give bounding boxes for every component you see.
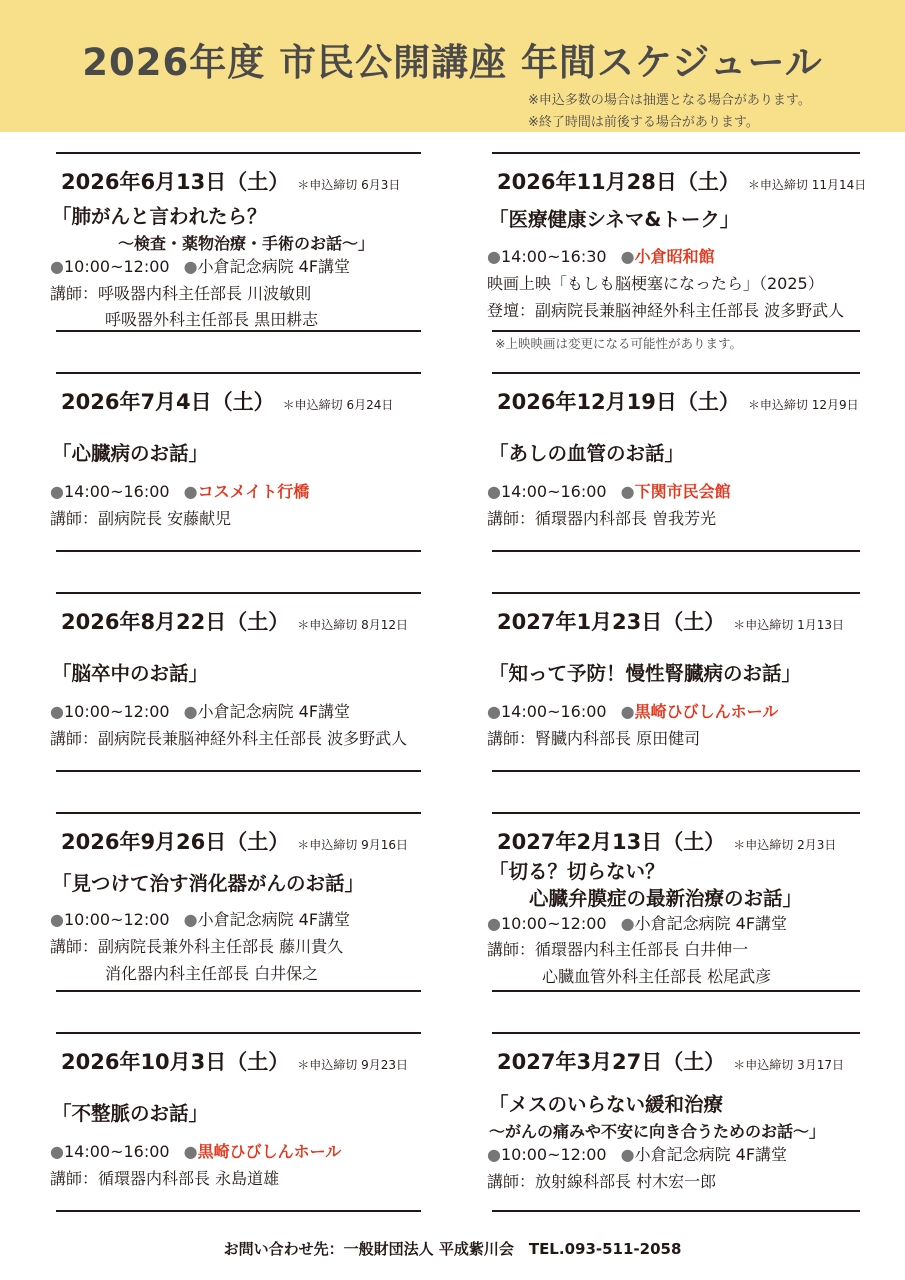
lecture-time: 14:00~16:00 xyxy=(500,482,607,501)
lecture-venue: 黒崎ひびしんホール xyxy=(634,702,779,721)
end-time-note: ※終了時間は前後する場合があります。 xyxy=(528,115,759,130)
lecture-time: 10:00~12:00 xyxy=(63,257,170,276)
lecture-venue: 黒崎ひびしんホール xyxy=(197,1142,342,1161)
lecture-card-8 xyxy=(487,592,867,772)
deadline: ＊申込締切 3月17日 xyxy=(733,1058,845,1072)
lecturer-line: 講師：放射線科部長 村木宏一郎 xyxy=(487,1172,717,1191)
lecture-title: 「心臓病のお話」 xyxy=(52,442,209,465)
divider xyxy=(492,1032,860,1034)
deadline: ＊申込締切 12月9日 xyxy=(747,398,859,412)
time-venue: ●14:00~16:00 ●コスメイト行橋 xyxy=(50,482,310,501)
lecture-time: 14:00~16:00 xyxy=(63,482,170,501)
time-venue: ●10:00~12:00 ●小倉記念病院 4F講堂 xyxy=(50,257,351,276)
lecture-date: 2026年6月13日（土） ＊申込締切 6月3日 xyxy=(61,170,401,194)
divider xyxy=(56,550,421,552)
lecture-title: 「肺がんと言われたら？ xyxy=(52,205,267,228)
divider xyxy=(492,330,860,332)
divider xyxy=(56,812,421,814)
lecture-date: 2026年9月26日（土） ＊申込締切 9月16日 xyxy=(61,830,409,854)
lecture-date: 2027年3月27日（土） ＊申込締切 3月17日 xyxy=(497,1050,845,1074)
time-venue: ●14:00~16:30 ●小倉昭和館 xyxy=(487,247,715,266)
lecture-title: 「脳卒中のお話」 xyxy=(52,662,209,685)
lecturer-line: 講師：循環器内科主任部長 白井伸一 xyxy=(487,940,749,959)
lecturer-line: 講師：副病院長兼脳神経外科主任部長 波多野武人 xyxy=(50,729,408,748)
deadline: ＊申込締切 6月24日 xyxy=(282,398,394,412)
lecture-subtitle: 〜検査・薬物治療・手術のお話〜」 xyxy=(118,234,375,253)
lecture-time: 14:00~16:00 xyxy=(500,702,607,721)
divider xyxy=(56,1210,421,1212)
divider xyxy=(56,770,421,772)
divider xyxy=(56,372,421,374)
deadline: ＊申込締切 8月12日 xyxy=(297,618,409,632)
lecture-card-5 xyxy=(50,1032,430,1212)
lecture-venue: 下関市民会館 xyxy=(634,482,731,501)
lecture-card-7 xyxy=(487,372,867,552)
lecture-date: 2027年2月13日（土） ＊申込締切 2月3日 xyxy=(497,830,837,854)
lecturer-line: 呼吸器外科主任部長 黒田耕志 xyxy=(105,310,319,329)
lecturer-line: 講師：循環器内科部長 曽我芳光 xyxy=(487,509,717,528)
deadline: ＊申込締切 11月14日 xyxy=(747,178,867,192)
movie-change-note: ※上映映画は変更になる可能性があります。 xyxy=(495,336,742,351)
lecture-venue: コスメイト行橋 xyxy=(197,482,310,501)
lecture-title: 「あしの血管のお話」 xyxy=(489,442,685,465)
divider xyxy=(492,770,860,772)
lottery-note: ※申込多数の場合は抽選となる場合があります。 xyxy=(528,93,811,108)
lecturer-line: 講師：呼吸器内科主任部長 川波敏則 xyxy=(50,284,312,303)
time-venue: ●10:00~12:00 ●小倉記念病院 4F講堂 xyxy=(50,910,351,929)
divider xyxy=(492,1210,860,1212)
deadline: ＊申込締切 9月23日 xyxy=(297,1058,409,1072)
divider xyxy=(56,592,421,594)
divider xyxy=(492,550,860,552)
deadline: ＊申込締切 1月13日 xyxy=(733,618,845,632)
deadline: ＊申込締切 9月16日 xyxy=(297,838,409,852)
lecture-card-10 xyxy=(487,1032,867,1212)
lecture-venue: 小倉記念病院 4F講堂 xyxy=(634,1145,788,1164)
divider xyxy=(56,330,421,332)
lecture-date: 2026年8月22日（土） ＊申込締切 8月12日 xyxy=(61,610,409,634)
page-title: 2026年度 市民公開講座 年間スケジュール xyxy=(82,41,823,84)
divider xyxy=(492,990,860,992)
lecture-card-1 xyxy=(50,152,430,332)
lecture-title: 「不整脈のお話」 xyxy=(52,1102,209,1125)
divider xyxy=(56,152,421,154)
divider xyxy=(56,1032,421,1034)
time-venue: ●14:00~16:00 ●黒崎ひびしんホール xyxy=(487,702,779,721)
lecturer-line: 講師：副病院長 安藤献児 xyxy=(50,509,232,528)
lecture-card-9 xyxy=(487,812,867,992)
deadline: ＊申込締切 2月3日 xyxy=(733,838,837,852)
lecture-title: 「知って予防！慢性腎臓病のお話」 xyxy=(489,662,802,685)
speaker-line: 登壇：副病院長兼脳神経外科主任部長 波多野武人 xyxy=(487,301,845,320)
lecture-date: 2026年10月3日（土） ＊申込締切 9月23日 xyxy=(61,1050,409,1074)
lecture-subtitle: 〜がんの痛みや不安に向き合うためのお話〜」 xyxy=(489,1122,826,1141)
time-venue: ●10:00~12:00 ●小倉記念病院 4F講堂 xyxy=(487,1145,788,1164)
lecture-time: 10:00~12:00 xyxy=(63,910,170,929)
lecture-venue: 小倉記念病院 4F講堂 xyxy=(197,910,351,929)
lecture-venue: 小倉昭和館 xyxy=(634,247,715,266)
lecture-time: 10:00~12:00 xyxy=(500,1145,607,1164)
lecture-card-2 xyxy=(50,372,430,552)
lecture-card-4 xyxy=(50,812,430,992)
lecturer-line: 心臓血管外科主任部長 松尾武彦 xyxy=(542,967,772,986)
lecture-title: 「メスのいらない緩和治療 xyxy=(489,1093,724,1116)
divider xyxy=(492,152,860,154)
lecturer-line: 講師：循環器内科部長 永島道雄 xyxy=(50,1169,280,1188)
deadline: ＊申込締切 6月3日 xyxy=(297,178,401,192)
lecturer-line: 消化器内科主任部長 白井保之 xyxy=(105,964,319,983)
divider xyxy=(492,372,860,374)
lecture-date: 2026年7月4日（土） ＊申込締切 6月24日 xyxy=(61,390,394,414)
lecture-venue: 小倉記念病院 4F講堂 xyxy=(634,914,788,933)
header-band xyxy=(0,0,905,132)
lecture-venue: 小倉記念病院 4F講堂 xyxy=(197,257,351,276)
movie-line: 映画上映「もしも脳梗塞になったら」（2025） xyxy=(487,274,824,293)
time-venue: ●14:00~16:00 ●黒崎ひびしんホール xyxy=(50,1142,342,1161)
lecture-date: 2027年1月23日（土） ＊申込締切 1月13日 xyxy=(497,610,845,634)
lecture-venue: 小倉記念病院 4F講堂 xyxy=(197,702,351,721)
lecture-title: 「医療健康シネマ&トーク」 xyxy=(489,208,740,231)
lecture-time: 10:00~12:00 xyxy=(63,702,170,721)
lecture-time: 14:00~16:30 xyxy=(500,247,607,266)
lecture-title: 「見つけて治す消化器がんのお話」 xyxy=(52,872,365,895)
lecture-date: 2026年11月28日（土） ＊申込締切 11月14日 xyxy=(497,170,867,194)
lecture-date: 2026年12月19日（土） ＊申込締切 12月9日 xyxy=(497,390,859,414)
lecturer-line: 講師：腎臓内科部長 原田健司 xyxy=(487,729,701,748)
lecture-subtitle: 心臓弁膜症の最新治療のお話」 xyxy=(529,887,803,910)
divider xyxy=(492,812,860,814)
lecture-title: 「切る？切らない？ xyxy=(489,860,665,883)
contact-footer: お問い合わせ先：一般財団法人 平成紫川会 TEL.093-511-2058 xyxy=(223,1240,682,1258)
divider xyxy=(56,990,421,992)
time-venue: ●10:00~12:00 ●小倉記念病院 4F講堂 xyxy=(487,914,788,933)
lecture-time: 14:00~16:00 xyxy=(63,1142,170,1161)
lecturer-line: 講師：副病院長兼外科主任部長 藤川貴久 xyxy=(50,937,344,956)
time-venue: ●14:00~16:00 ●下関市民会館 xyxy=(487,482,731,501)
lecture-time: 10:00~12:00 xyxy=(500,914,607,933)
time-venue: ●10:00~12:00 ●小倉記念病院 4F講堂 xyxy=(50,702,351,721)
lecture-card-3 xyxy=(50,592,430,772)
divider xyxy=(492,592,860,594)
lecture-card-6 xyxy=(487,152,867,351)
